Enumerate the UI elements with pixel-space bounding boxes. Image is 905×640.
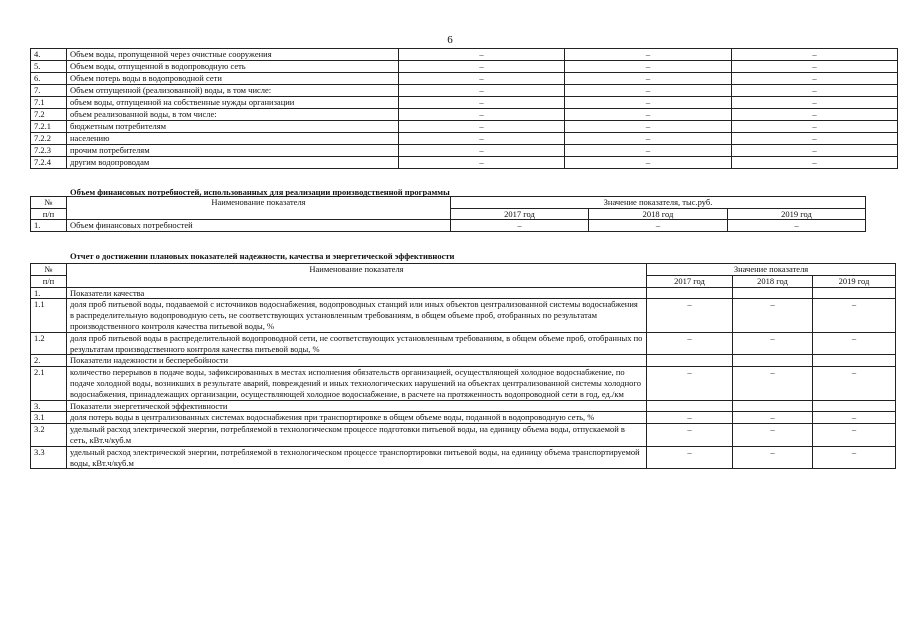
value-cell: – <box>399 49 565 61</box>
row-num: 1. <box>31 287 67 299</box>
header-indicator-name: Наименование показателя <box>67 264 647 288</box>
row-name: доля потерь воды в централизованных системах водоснабжения при транспортировке в общем объеме воды, поданной в водопроводную сеть, % <box>67 412 647 424</box>
row-name: объем реализованной воды, в том числе: <box>67 109 399 121</box>
table-row <box>31 299 896 332</box>
value-cell: – <box>399 61 565 73</box>
section-row <box>31 355 896 367</box>
row-name: другим водопроводам <box>67 157 399 169</box>
table-row <box>31 157 898 169</box>
value-cell <box>813 355 896 367</box>
value-cell: – <box>565 61 732 73</box>
value-cell: – <box>565 85 732 97</box>
value-cell: – <box>813 412 896 424</box>
table-row <box>31 424 896 447</box>
row-name: населению <box>67 133 399 145</box>
value-cell: – <box>647 424 733 447</box>
value-cell: – <box>647 412 733 424</box>
row-num: 7.2.3 <box>31 145 67 157</box>
value-cell: – <box>733 332 813 355</box>
value-cell: – <box>565 121 732 133</box>
value-cell: – <box>733 424 813 447</box>
indicators-report-table <box>30 263 896 469</box>
value-cell <box>813 287 896 299</box>
value-cell: – <box>565 73 732 85</box>
water-volume-table <box>30 48 898 169</box>
value-cell: – <box>732 49 898 61</box>
value-cell: – <box>813 446 896 469</box>
financial-needs-title: Объем финансовых потребностей, использованных для реализации производственной программы <box>70 187 450 197</box>
value-cell: – <box>733 412 813 424</box>
value-cell: – <box>732 133 898 145</box>
page-number: 6 <box>447 34 453 46</box>
row-num: 7.2.4 <box>31 157 67 169</box>
value-cell: – <box>813 299 896 332</box>
value-cell: – <box>813 367 896 400</box>
row-num: 5. <box>31 61 67 73</box>
table-row <box>31 109 898 121</box>
header-value: Значение показателя, тыс.руб. <box>451 197 866 209</box>
value-cell: – <box>565 157 732 169</box>
row-num: 3.1 <box>31 412 67 424</box>
section-row <box>31 400 896 412</box>
header-year: 2019 год <box>728 208 866 220</box>
value-cell: – <box>733 299 813 332</box>
value-cell: – <box>565 97 732 109</box>
table-row <box>31 332 896 355</box>
value-cell: – <box>565 145 732 157</box>
value-cell: – <box>647 446 733 469</box>
row-name: доля проб питьевой воды в распределительной водопроводной сети, не соответствующих установленным требованиям, в общем объеме проб, отобранных по результатам производственного контроля качества питьевой воды, % <box>67 332 647 355</box>
row-num: 7.1 <box>31 97 67 109</box>
value-cell: – <box>399 133 565 145</box>
value-cell: – <box>813 332 896 355</box>
header-num: № <box>31 264 67 276</box>
value-cell <box>647 355 733 367</box>
row-name: Показатели энергетической эффективности <box>67 400 647 412</box>
value-cell: – <box>399 121 565 133</box>
header-num: № <box>31 197 67 209</box>
value-cell: – <box>732 61 898 73</box>
value-cell: – <box>732 73 898 85</box>
row-name: доля проб питьевой воды, подаваемой с источников водоснабжения, водопроводных станций или иных объектов централизованной системы водоснабжения в распределительную водопроводную сеть, не соответствующих установленным требованиям, в общем объеме проб, отобранных по результатам производственного контроля качества питьевой воды, % <box>67 299 647 332</box>
value-cell: – <box>732 121 898 133</box>
row-name: Показатели надежности и бесперебойности <box>67 355 647 367</box>
value-cell <box>733 400 813 412</box>
value-cell: – <box>399 85 565 97</box>
header-num-sub: п/п <box>31 208 67 220</box>
section-row <box>31 287 896 299</box>
table-row <box>31 73 898 85</box>
value-cell: – <box>732 157 898 169</box>
table-row <box>31 61 898 73</box>
value-cell: – <box>733 367 813 400</box>
value-cell: – <box>399 97 565 109</box>
row-name: Объем воды, отпущенной в водопроводную сеть <box>67 61 399 73</box>
value-cell: – <box>732 85 898 97</box>
table-row <box>31 133 898 145</box>
row-name: Объем финансовых потребностей <box>67 220 451 232</box>
value-cell: – <box>647 367 733 400</box>
row-name: удельный расход электрической энергии, потребляемой в технологическом процессе подготовки питьевой воды, на единицу объема воды, отпускаемой в сеть, кВт.ч/куб.м <box>67 424 647 447</box>
value-cell: – <box>399 109 565 121</box>
table-row <box>31 121 898 133</box>
table-row <box>31 145 898 157</box>
header-num-sub: п/п <box>31 275 67 287</box>
header-year: 2018 год <box>589 208 728 220</box>
row-num: 1. <box>31 220 67 232</box>
header-indicator-name: Наименование показателя <box>67 197 451 220</box>
table-row <box>31 85 898 97</box>
value-cell: – <box>451 220 589 232</box>
row-name: объем воды, отпущенной на собственные нужды организации <box>67 97 399 109</box>
table-row <box>31 97 898 109</box>
value-cell <box>733 287 813 299</box>
row-name: Объем воды, пропущенной через очистные сооружения <box>67 49 399 61</box>
table-row <box>31 412 896 424</box>
row-name: Объем потерь воды в водопроводной сети <box>67 73 399 85</box>
row-name: количество перерывов в подаче воды, зафиксированных в местах исполнения обязательств организацией, осуществляющей холодное водоснабжение, по подаче холодной воды, возникших в результате аварий, повреждений и иных технологических нарушений на объектах централизованной системы холодного водоснабжения, принадлежащих организации, осуществляющей холодное водоснабжение, в расчете на протяженность водопроводной сети в год, ед./км <box>67 367 647 400</box>
table-row <box>31 446 896 469</box>
row-num: 1.1 <box>31 299 67 332</box>
row-num: 7.2 <box>31 109 67 121</box>
row-num: 7. <box>31 85 67 97</box>
row-num: 2.1 <box>31 367 67 400</box>
header-year: 2017 год <box>647 275 733 287</box>
row-name: удельный расход электрической энергии, потребляемой в технологическом процессе транспортировки питьевой воды, на единицу объема транспортируемой воды, кВт.ч/куб.м <box>67 446 647 469</box>
value-cell: – <box>565 133 732 145</box>
value-cell: – <box>399 73 565 85</box>
row-name: Показатели качества <box>67 287 647 299</box>
header-value: Значение показателя <box>647 264 896 276</box>
row-num: 3. <box>31 400 67 412</box>
value-cell: – <box>589 220 728 232</box>
indicators-report-title: Отчет о достижении плановых показателей надежности, качества и энергетической эффективности <box>70 251 455 261</box>
value-cell <box>647 287 733 299</box>
header-year: 2019 год <box>813 275 896 287</box>
row-name: Объем отпущенной (реализованной) воды, в том числе: <box>67 85 399 97</box>
row-num: 3.3 <box>31 446 67 469</box>
value-cell <box>733 355 813 367</box>
value-cell: – <box>732 145 898 157</box>
value-cell: – <box>647 299 733 332</box>
financial-needs-table <box>30 196 866 232</box>
row-num: 3.2 <box>31 424 67 447</box>
value-cell <box>647 400 733 412</box>
value-cell: – <box>733 446 813 469</box>
row-num: 6. <box>31 73 67 85</box>
row-num: 2. <box>31 355 67 367</box>
value-cell: – <box>565 49 732 61</box>
value-cell: – <box>399 157 565 169</box>
value-cell: – <box>647 332 733 355</box>
table-row <box>31 367 896 400</box>
header-year: 2018 год <box>733 275 813 287</box>
value-cell: – <box>399 145 565 157</box>
row-num: 1.2 <box>31 332 67 355</box>
value-cell: – <box>565 109 732 121</box>
row-num: 7.2.1 <box>31 121 67 133</box>
value-cell: – <box>732 97 898 109</box>
row-num: 4. <box>31 49 67 61</box>
table-row <box>31 49 898 61</box>
row-name: бюджетным потребителям <box>67 121 399 133</box>
value-cell: – <box>813 424 896 447</box>
row-num: 7.2.2 <box>31 133 67 145</box>
value-cell <box>813 400 896 412</box>
row-name: прочим потребителям <box>67 145 399 157</box>
value-cell: – <box>732 109 898 121</box>
header-year: 2017 год <box>451 208 589 220</box>
value-cell: – <box>728 220 866 232</box>
